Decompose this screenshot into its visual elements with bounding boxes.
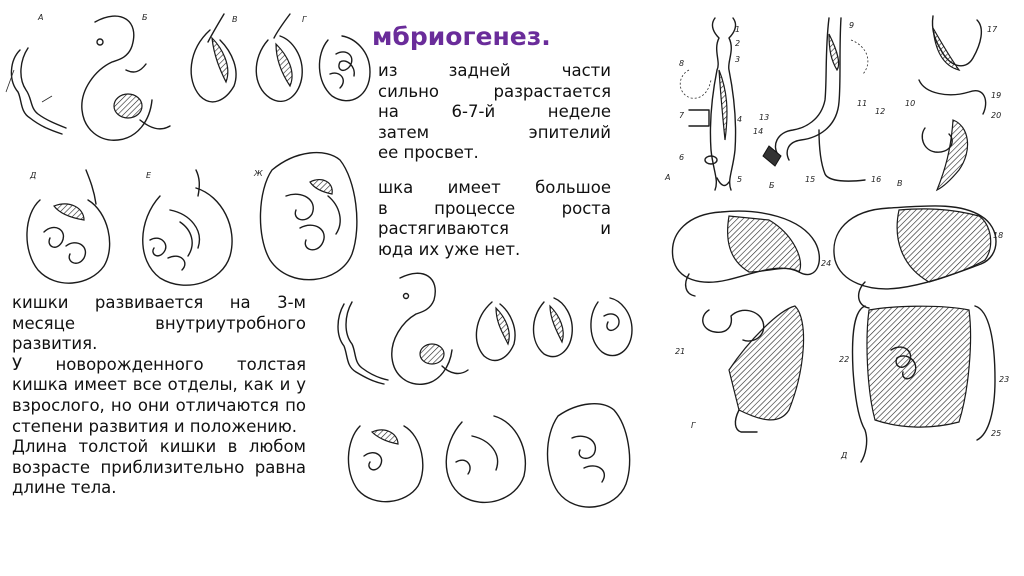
panel-b-loop	[763, 18, 868, 190]
top-fragment-line: сильно разрастается	[378, 81, 611, 101]
number-label: 5	[737, 175, 743, 184]
mid-fragment-line: шка имеет большое	[378, 178, 611, 197]
center-stage-e	[446, 416, 525, 502]
panel-letter-v: В	[897, 179, 903, 188]
stage-d-intestines	[27, 170, 110, 283]
number-label: 17	[987, 25, 998, 34]
number-label: 13	[759, 113, 770, 122]
center-stage-v	[476, 302, 515, 360]
top-fragment-line: из задней части	[378, 61, 611, 80]
stage-letter-a: А	[38, 13, 44, 22]
number-label: 4	[737, 115, 743, 124]
number-label: 9	[849, 21, 855, 30]
top-fragment-line: на 6-7-й неделе	[378, 102, 611, 121]
mid-fragment-line: растягиваются и	[378, 219, 611, 238]
number-label: 18	[993, 231, 1004, 240]
stage-b-embryo	[82, 16, 170, 140]
mid-fragment-line: юда их уже нет.	[378, 239, 521, 259]
number-label: 1	[735, 25, 741, 34]
stage-letter-g: Г	[302, 15, 307, 24]
stage-letter-e: Е	[146, 171, 152, 180]
number-label: 21	[675, 347, 686, 356]
number-label: 25	[991, 429, 1002, 438]
number-label: 6	[679, 153, 685, 162]
panel-a-straight-tube	[664, 18, 736, 190]
number-label: 2	[735, 39, 741, 48]
panel-g-stomach-intestine	[672, 211, 819, 432]
number-label: 23	[999, 375, 1010, 384]
center-stage-g	[534, 298, 573, 357]
paragraph-newborn: У новорожденного толстая кишка имеет все отделы, как и у взрослого, но они отличаются по степени развития и положению.	[12, 354, 306, 436]
number-label: 22	[839, 355, 850, 364]
stage-zh-intestines	[260, 153, 356, 280]
number-label: 10	[905, 99, 916, 108]
panel-d-full-intestine	[834, 206, 996, 462]
center-stage-a	[338, 302, 388, 384]
number-label: 14	[753, 127, 764, 136]
number-label: 20	[991, 111, 1002, 120]
number-label: 12	[875, 107, 886, 116]
top-fragment-line: затем эпителий	[378, 122, 611, 142]
number-label: 15	[805, 175, 816, 184]
embryo-stages-illustration-bottom	[332, 266, 632, 566]
panel-letter-d: Д	[841, 451, 848, 460]
stage-a-drawing	[6, 48, 66, 134]
top-text-fragment	[378, 61, 611, 164]
top-fragment-line: ее просвет.	[378, 143, 479, 162]
stage-letter-v: В	[232, 15, 238, 24]
mid-fragment-line: в процессе роста	[378, 198, 611, 218]
stage-v-loop	[191, 14, 236, 102]
number-label: 3	[735, 55, 741, 64]
number-label: 7	[679, 111, 685, 120]
number-label: 16	[871, 175, 882, 184]
stage-letter-d: Д	[30, 171, 37, 180]
stage-e-intestines	[143, 170, 232, 285]
left-body-text	[12, 293, 306, 499]
stage-letter-b: Б	[142, 13, 148, 22]
number-label: 11	[857, 99, 868, 108]
number-label: 24	[821, 259, 832, 268]
panel-letter-g: Г	[691, 421, 696, 430]
center-stage-d	[348, 426, 422, 502]
center-stage-zh	[548, 404, 630, 507]
center-stage-b-embryo	[392, 273, 468, 384]
embryo-stages-illustration-top	[0, 0, 372, 290]
gut-development-diagram	[629, 10, 1024, 470]
center-stage-g2	[591, 298, 632, 356]
paragraph-length: Длина толстой кишки в любом возрасте приблизительно равна длине тела.	[12, 437, 306, 498]
stage-g-coils	[319, 36, 370, 101]
panel-letter-a: А	[665, 173, 671, 182]
mid-text-fragment	[378, 178, 611, 260]
stage-letter-zh: Ж	[254, 169, 263, 178]
stage-g-loop	[256, 14, 302, 101]
paragraph-development: кишки развивается на 3-м месяце внутриутробного развития.	[12, 293, 306, 354]
slide-title: мбриогенез.	[372, 22, 551, 51]
number-label: 8	[679, 59, 685, 68]
number-label: 19	[991, 91, 1002, 100]
panel-letter-b: Б	[769, 181, 775, 190]
